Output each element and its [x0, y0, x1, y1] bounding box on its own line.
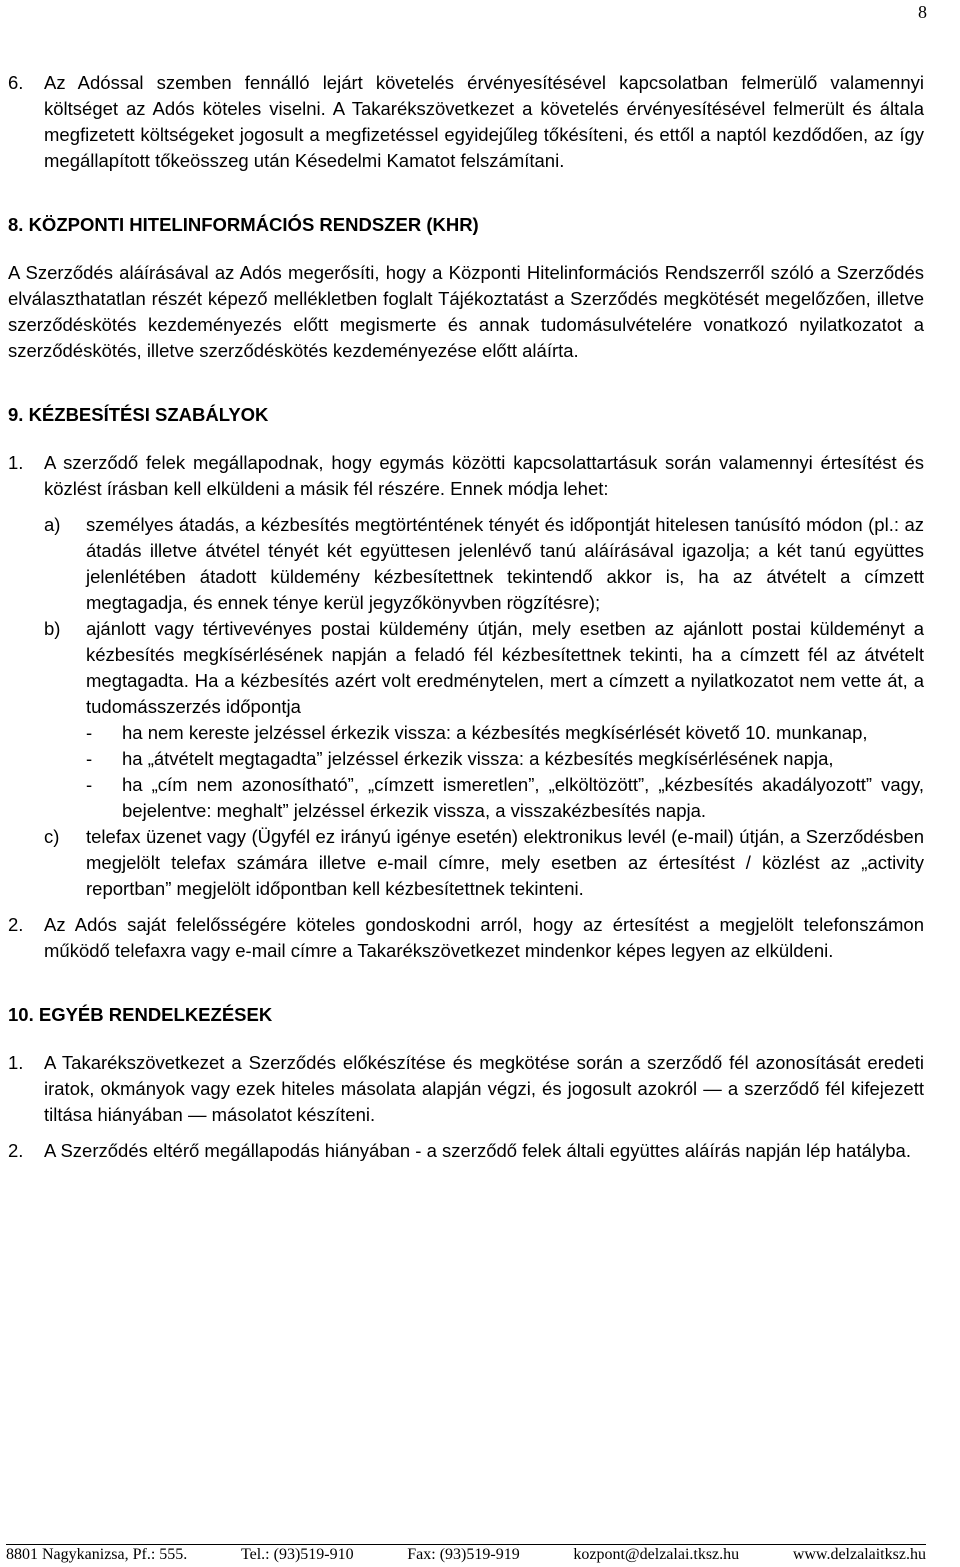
delivery-method-a-text: személyes átadás, a kézbesítés megtörténtének tényét és időpontját hitelesen tanúsító módon (pl.: az átadás illetve átvétel tényét két együttesen jelenlévő tanú aláírásával igazolja; a két tanú együttes jelenlétében átadott küldemény kézbesítettnek tekintendő akkor is, ha az átvételt a címzett megtagadja, és ennek ténye kerül jegyzőkönyvben rögzítésre); [86, 514, 924, 613]
delivery-method-c-text: telefax üzenet vagy (Ügyfél ez irányú igénye esetén) elektronikus levél (e-mail) útján, a Szerződésben megjelölt telefax számára illetve e-mail címre, mely esetben az értesítést / közlést az „activity reportban” megjelölt időpontban kell kézbesítettnek tekinteni. [86, 826, 924, 899]
section-10-item-2 [8, 1138, 924, 1164]
section-10-item-1-number: 1. [8, 1052, 24, 1073]
page-number: 8 [918, 2, 927, 22]
section-6-number: 6. [8, 72, 24, 93]
section-9-item-1-text: A szerződő felek megállapodnak, hogy egymás közötti kapcsolattartásuk során valamennyi értesítést és közlést írásban kell elküldeni a másik fél részére. Ennek módja lehet: [44, 452, 924, 499]
section-10-heading: 10. EGYÉB RENDELKEZÉSEK [8, 1004, 273, 1025]
section-8-text: A Szerződés aláírásával az Adós megerősíti, hogy a Központi Hitelinformációs Rendszerről szóló a Szerződés elválaszthatatlan részét képező mellékletben foglalt Tájékoztatást a Szerződés megkötését megelőzően, illetve szerződéskötés kezdeményezés előtt megismerte és annak tudomásulvételére vonatkozó nyilatkozatot a szerződéskötés, illetve szerződéskötés kezdeményezése előtt aláírta. [8, 262, 924, 361]
section-10-item-2-number: 2. [8, 1140, 24, 1161]
section-9-item-1 [8, 450, 924, 502]
delivery-method-c-letter: c) [44, 826, 60, 847]
dash-mark: - [86, 722, 93, 743]
dash-mark: - [86, 774, 93, 795]
footer-fax: Fax: (93)519-919 [407, 1546, 520, 1563]
document-body [8, 70, 924, 1164]
section-10-item-1 [8, 1050, 924, 1128]
delivery-method-b [44, 616, 924, 720]
section-6 [8, 70, 924, 174]
footer-website: www.delzalaitksz.hu [792, 1546, 926, 1563]
delivery-method-a-letter: a) [44, 514, 61, 535]
delivery-method-a [44, 512, 924, 616]
delivery-method-b-letter: b) [44, 618, 61, 639]
dash-text: ha „átvételt megtagadta” jelzéssel érkezik vissza: a kézbesítés megkísérlésének napja, [122, 748, 834, 769]
footer-email: kozpont@delzalai.tksz.hu [573, 1546, 740, 1563]
footer [6, 1546, 926, 1564]
section-9-item-2-number: 2. [8, 914, 24, 935]
section-6-text: Az Adóssal szemben fennálló lejárt követelés érvényesítésével kapcsolatban felmerülő valamennyi költséget az Adós köteles viselni. A Takarékszövetkezet a követelés érvényesítésével felmerült és általa megfizetett költségeket jogosult a megfizetéssel egyidejűleg tőkésíteni, és ettől a naptól kezdődően, az így megállapított tőkeösszeg után Késedelmi Kamatot felszámítani. [44, 72, 924, 171]
section-9-heading: 9. KÉZBESÍTÉSI SZABÁLYOK [8, 404, 269, 425]
dash-text: ha „cím nem azonosítható”, „címzett ismeretlen”, „elköltözött”, „kézbesítés akadályozott” vagy, bejelentve: meghalt” jelzéssel érkezik vissza, a visszakézbesítés napja. [122, 774, 924, 821]
delivery-method-b-text: ajánlott vagy tértivevényes postai küldemény útján, mely esetben az ajánlott postai küldeményt a kézbesítés megkísérlésének napján a feladó fél kézbesítettnek tekinti, ha a címzett fél az átvételt megtagadta. Ha a kézbesítés azért volt eredménytelen, mert a címzett a nyilatkozatot nem vette át, a tudomásszerzés időpontja [86, 618, 924, 717]
section-8-heading: 8. KÖZPONTI HITELINFORMÁCIÓS RENDSZER (KHR) [8, 214, 479, 235]
dash-item [86, 720, 924, 746]
section-10-item-2-text: A Szerződés eltérő megállapodás hiányában - a szerződő felek általi együttes aláírás napján lép hatályba. [44, 1140, 911, 1161]
dash-mark: - [86, 748, 93, 769]
dash-item [86, 772, 924, 824]
section-10-item-1-text: A Takarékszövetkezet a Szerződés előkészítése és megkötése során a szerződő fél azonosítását eredeti iratok, okmányok vagy ezek hiteles másolata alapján végzi, és jogosult azokról ― a szerződő fél kifejezett tiltása hiányában ― másolatot készíteni. [44, 1052, 924, 1125]
footer-phone: Tel.: (93)519-910 [240, 1546, 354, 1563]
footer-address: 8801 Nagykanizsa, Pf.: 555. [6, 1546, 188, 1563]
delivery-method-c [44, 824, 924, 902]
dash-text: ha nem kereste jelzéssel érkezik vissza: a kézbesítés megkísérlését követő 10. munkanap, [122, 722, 868, 743]
section-9-item-2-text: Az Adós saját felelősségére köteles gondoskodni arról, hogy az értesítést a megjelölt telefonszámon működő telefaxra vagy e-mail címre a Takarékszövetkezet mindenkor képes legyen az elküldeni. [44, 914, 924, 961]
dash-item [86, 746, 924, 772]
section-9-item-2 [8, 912, 924, 964]
section-9-item-1-number: 1. [8, 452, 24, 473]
footer-divider [6, 1544, 926, 1545]
